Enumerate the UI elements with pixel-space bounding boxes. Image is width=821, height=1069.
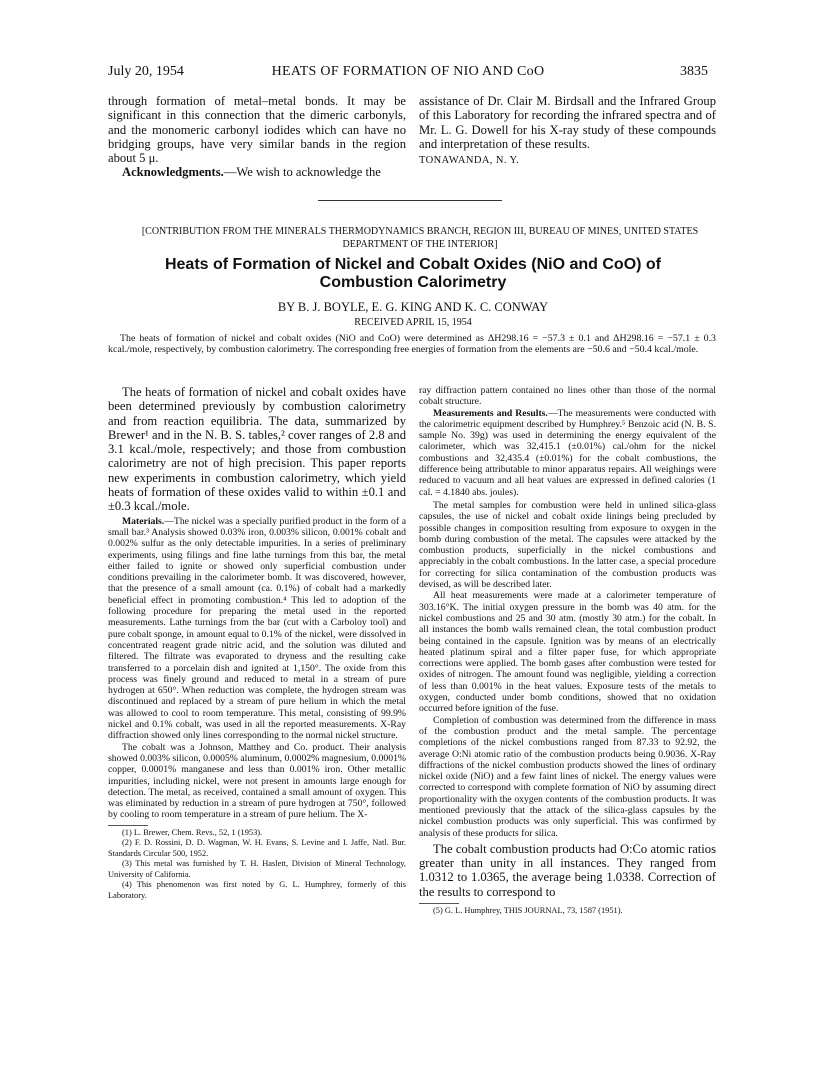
- xray-continuation: ray diffraction pattern contained no lines other than those of the normal cobalt structure.: [419, 385, 716, 408]
- measurements-text: —The measurements were conducted with the calorimetric equipment described by Humphrey.⁵ Benzoic acid (N. B. S. sample No. 39g) was used in determining the energy equivalent of the calorimeter, which was 32,415.1 (±0.01%) cal./ohm for the nickel combustions and 32,435.4 (±0.01%) for the cobalt combustions, the difference being attributable to minor apparatus repairs. All weighings were reduced to vacuum and all heat values are expressed in defined calories (1 cal. = 4.1840 abs. joules).: [419, 407, 716, 498]
- footnote-4: (4) This phenomenon was first noted by G. L. Humphrey, formerly of this Laboratory.: [108, 880, 406, 900]
- page-number: 3835: [680, 64, 708, 79]
- cobalt-paragraph: The cobalt was a Johnson, Matthey and Co. product. Their analysis showed 0.003% silicon, 0.0005% aluminum, 0.0002% magnesium, 0.0001% copper, 0.0001% manganese and less than 0.001% iron. Other metallic impurities, including nickel, were not present in amounts large enough for detection. The metal, as received, contained a small amount of oxygen. This was eliminated by reduction in a stream of pure hydrogen at 750°, followed by cooling to room temperature in a stream of pure helium. The X-: [108, 741, 406, 821]
- footnote-rule: [108, 825, 148, 826]
- prev-article-right-text: assistance of Dr. Clair M. Birdsall and the Infrared Group of this Laboratory for recording the infrared spectra and of Mr. L. G. Dowell for his X-ray study of these compounds and interpretation of these results.: [419, 94, 716, 151]
- acknowledgments-text: —We wish to acknowledge the: [223, 165, 381, 180]
- acknowledgments-paragraph: [108, 165, 406, 179]
- page-header: [108, 64, 708, 84]
- cobalt-products-paragraph: The cobalt combustion products had O:Co atomic ratios greater than unity in all instances. They ranged from 1.0312 to 1.0365, the average being 1.0338. Correction of the results to correspond to: [419, 841, 716, 899]
- measurements-paragraph: [419, 408, 716, 498]
- prev-article-text: through formation of metal–metal bonds. It may be significant in this connection that the dimeric carbonyls, and the monomeric carbonyl iodides which can have no bridging groups, have very similar bands in the region about 5 μ.: [108, 94, 406, 166]
- footnote-5: (5) G. L. Humphrey, THIS JOURNAL, 73, 1587 (1951).: [433, 906, 623, 916]
- materials-heading: Materials.: [122, 515, 165, 527]
- footnote-1: (1) L. Brewer, Chem. Revs., 52, 1 (1953).: [122, 827, 263, 837]
- article-left-column: [108, 385, 406, 901]
- contribution-line: [CONTRIBUTION FROM THE MINERALS THERMODYNAMICS BRANCH, REGION III, BUREAU OF MINES, UNITED STATES DEPARTMENT OF THE INTERIOR]: [141, 226, 699, 250]
- prev-article-location: TONAWANDA, N. Y.: [419, 155, 520, 167]
- issue-date: July 20, 1954: [108, 64, 184, 79]
- heat-paragraph: All heat measurements were made at a calorimeter temperature of 303.16°K. The initial oxygen pressure in the bomb was 40 atm. for the nickel combustions and 25 and 30 atm. (mostly 30 atm.) for the cobalt. In all instances the bomb walls remained clean, the total combustion product being contained in the capsule. Ignition was by means of an electrically heated platinum spiral and a filter paper fuse, for which appropriate corrections were applied. The bomb gases after combustion were tested for oxides of nitrogen. The amount found was negligible, yielding a correction of less than 0.001% in the heat values. Exposure tests of the metals to oxygen, conducted under bomb conditions, showed that no oxidation occurred before ignition of the fuse.: [419, 590, 716, 715]
- completion-paragraph: Completion of combustion was determined from the difference in mass of the combustion product and the metal sample. The percentage completions of the nickel combustions ranged from 87.33 to 92.92, the average O:Ni atomic ratio of the combustion products being 0.9036. X-Ray diffractions of the nickel combustion products showed the lines of ordinary nickel oxide (NiO) and a few faint lines of nickel. The energy values were corrected to correspond with complete formation of NiO by assuming direct proportionality with the oxygen contents of the combustion products. It was mentioned previously that the attack of the silica-glass capsules by the nickel combustion products was only superficial. This was confirmed by analysis of these products for silica.: [419, 714, 716, 839]
- abstract: The heats of formation of nickel and cobalt oxides (NiO and CoO) were determined as ΔH298.16 = −57.3 ± 0.1 and ΔH298.16 = −57.1 ± 0.3 kcal./mole, respectively, by combustion calorimetry. The corresponding free energies of formation from the elements are −50.6 and −50.4 kcal./mole.: [108, 333, 716, 356]
- samples-paragraph: The metal samples for combustion were held in unlined silica-glass capsules, the use of nickel and cobalt oxide linings being precluded by possible changes in composition resulting from exposure to oxygen in the bomb during combustion of the metal. The capsules were attacked by the combustion products, superficially in the nickel combustions and appreciably in the cobalt combustions. In the latter case, a special procedure for correcting for silica contamination of the combustion products was devised, as will be described later.: [419, 499, 716, 591]
- footnote-3: (3) This metal was furnished by T. H. Haslett, Division of Mineral Technology, University of California.: [108, 859, 406, 879]
- footnote-2: (2) F. D. Rossini, D. D. Wagman, W. H. Evans, S. Levine and I. Jaffe, Natl. Bur. Standards Circular 500, 1952.: [108, 838, 406, 858]
- acknowledgments-heading: Acknowledgments.: [122, 165, 224, 180]
- article-title: Heats of Formation of Nickel and Cobalt Oxides (NiO and CoO) of Combustion Calorimetry: [164, 256, 662, 291]
- received-date: RECEIVED APRIL 15, 1954: [354, 317, 472, 328]
- authors: BY B. J. BOYLE, E. G. KING AND K. C. CONWAY: [277, 300, 549, 314]
- prev-article-right-column: [419, 94, 716, 168]
- measurements-heading: Measurements and Results.: [433, 407, 548, 419]
- separator-rule: [318, 200, 502, 201]
- footnote-rule-right: [419, 903, 459, 904]
- running-title: HEATS OF FORMATION OF NIO AND CoO: [271, 64, 545, 79]
- article-right-column: [419, 385, 716, 917]
- materials-text: —The nickel was a specially purified product in the form of a small bar.³ Analysis showed 0.03% iron, 0.003% silicon, 0.001% cobalt and 0.002% sulfur as the only detectable impurities. In a series of preliminary experiments, using filings and fine lathe turnings from this bar, the metal either failed to ignite or showed only superficial combustion under conditions prevailing in the calorimeter bomb. It was discovered, however, that the presence of a small amount (ca. 0.1%) of cobalt had a markedly beneficial effect in promoting combustion.⁴ This led to adoption of the following procedure for preparing the metal used in the reported measurements. Lathe turnings from the bar (cut with a Carboloy tool) and pure cobalt sponge, in amount equal to 0.1% of the nickel, were dissolved in concentrated reagent grade nitric acid, and the solution was diluted and filtered. The filtrate was evaporated to dryness and the resulting cake transferred to a porcelain dish and ignited at 1,150°. The oxide from this process was finely ground and reduced to metal in a stream of pure hydrogen at 650°. When reduction was complete, the hydrogen stream was discontinued and replaced by a stream of pure helium in which the metal was allowed to cool to room temperature. This metal, consisting of 99.9% nickel and 0.1% cobalt, was used in all the reported measurements. X-Ray diffraction showed only lines corresponding to the normal nickel structure.: [108, 515, 406, 742]
- intro-paragraph: The heats of formation of nickel and cobalt oxides have been determined previously by combustion calorimetry and from reaction equilibria. The data, summarized by Brewer¹ and in the N. B. S. tables,² cover ranges of 2.8 and 3.1 kcal./mole, respectively; and those from combustion calorimetry are not of high precision. This paper reports new experiments in combustion calorimetry, which yield heats of formation of these oxides valid to within ±0.1 and ±0.3 kcal./mole.: [108, 385, 406, 514]
- materials-paragraph: [108, 516, 406, 742]
- prev-article-left-column: [108, 94, 406, 180]
- footnotes-left: [108, 828, 406, 902]
